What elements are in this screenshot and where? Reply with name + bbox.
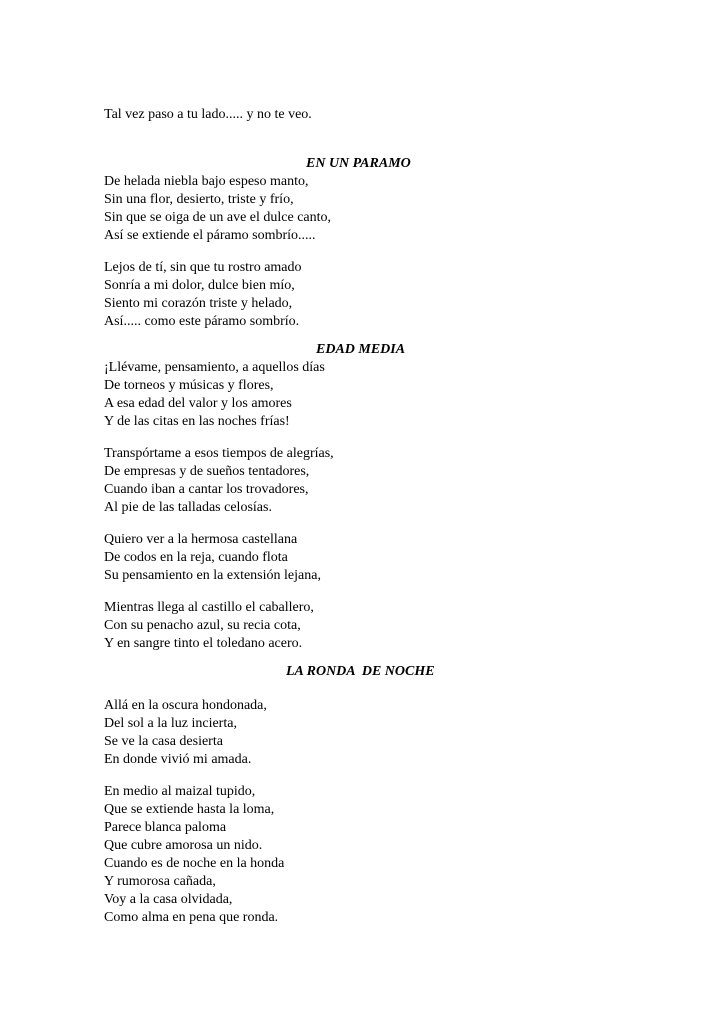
poem-line: Con su penacho azul, su recia cota, xyxy=(104,618,301,633)
poem-line: Transpórtame a esos tiempos de alegrías, xyxy=(104,446,334,461)
poem-line: Del sol a la luz incierta, xyxy=(104,716,237,731)
poem-line: Y de las citas en las noches frías! xyxy=(104,414,290,429)
poem-line: Como alma en pena que ronda. xyxy=(104,910,279,925)
poem-line: Sin que se oiga de un ave el dulce canto, xyxy=(104,210,332,225)
poem-line: De helada niebla bajo espeso manto, xyxy=(104,174,309,189)
poem-line: En donde vivió mi amada. xyxy=(104,752,252,767)
poem-title: LA RONDA DE NOCHE xyxy=(286,664,435,679)
poem-line: Su pensamiento en la extensión lejana, xyxy=(104,568,321,583)
poem-line: Cuando iban a cantar los trovadores, xyxy=(104,482,309,497)
poem-line: Quiero ver a la hermosa castellana xyxy=(104,532,298,547)
poem-line: Mientras llega al castillo el caballero, xyxy=(104,600,314,615)
poem-line: Parece blanca paloma xyxy=(104,820,227,835)
poem-line: A esa edad del valor y los amores xyxy=(104,396,292,411)
poem-line: Se ve la casa desierta xyxy=(104,734,223,749)
poem-line: Voy a la casa olvidada, xyxy=(104,892,233,907)
poem-title: EN UN PARAMO xyxy=(306,156,411,171)
poem-line: Así..... como este páramo sombrío. xyxy=(104,314,300,329)
poem-line: Y en sangre tinto el toledano acero. xyxy=(104,636,303,651)
poem-line: Cuando es de noche en la honda xyxy=(104,856,285,871)
poem-line: ¡Llévame, pensamiento, a aquellos días xyxy=(104,360,325,375)
poem-line: De torneos y músicas y flores, xyxy=(104,378,274,393)
poem-line: Sin una flor, desierto, triste y frío, xyxy=(104,192,294,207)
poem-line: Que cubre amorosa un nido. xyxy=(104,838,263,853)
poem-line: Al pie de las talladas celosías. xyxy=(104,500,272,515)
intro-line: Tal vez paso a tu lado..... y no te veo. xyxy=(104,107,312,122)
poem-line: Lejos de tí, sin que tu rostro amado xyxy=(104,260,302,275)
poem-line: Allá en la oscura hondonada, xyxy=(104,698,267,713)
poem-line: Y rumorosa cañada, xyxy=(104,874,216,889)
poem-title: EDAD MEDIA xyxy=(316,342,406,357)
poem-line: De codos en la reja, cuando flota xyxy=(104,550,288,565)
poem-line: Sonría a mi dolor, dulce bien mío, xyxy=(104,278,295,293)
poem-line: Siento mi corazón triste y helado, xyxy=(104,296,293,311)
poem-line: En medio al maizal tupido, xyxy=(104,784,256,799)
poem-line: Así se extiende el páramo sombrío..... xyxy=(104,228,316,243)
poem-line: Que se extiende hasta la loma, xyxy=(104,802,275,817)
poem-line: De empresas y de sueños tentadores, xyxy=(104,464,310,479)
